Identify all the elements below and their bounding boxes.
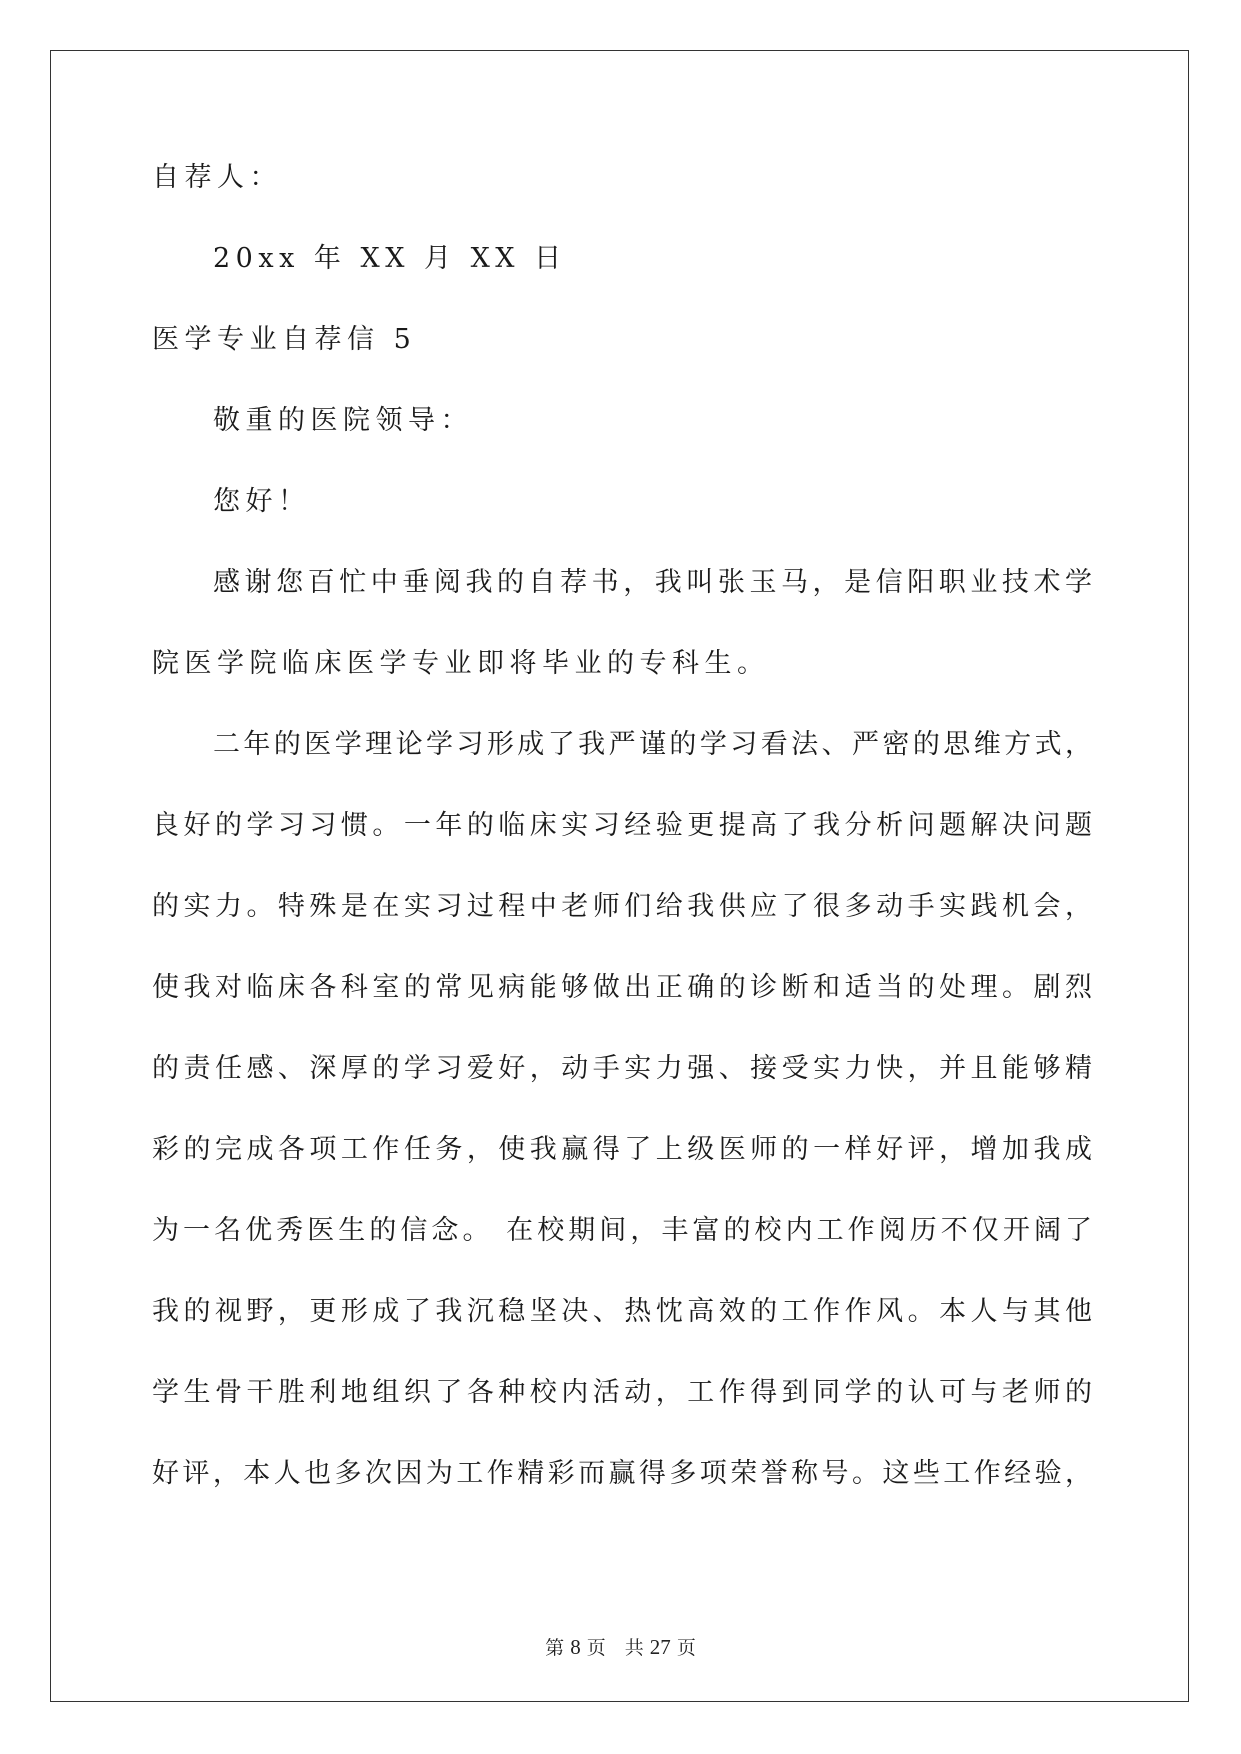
greeting: 您好！ [213,486,311,517]
section-title: 医学专业自荐信 5 [152,324,417,355]
page-footer [0,1633,1241,1660]
paragraph-line: 院医学院临床医学专业即将毕业的专科生。 [152,648,770,679]
page-mid: 页 共 [586,1637,644,1659]
paragraph-line: 好评，本人也多次因为工作精彩而赢得多项荣誉称号。这些工作经验， [152,1458,1092,1489]
paragraph-line: 的实力。特殊是在实习过程中老师们给我供应了很多动手实践机会， [152,891,1092,922]
document-body [152,160,1092,1537]
salutation: 敬重的医院领导： [213,405,473,436]
paragraph-line: 为一名优秀医生的信念。 在校期间，丰富的校内工作阅历不仅开阔了 [152,1215,1092,1246]
paragraph-line: 的责任感、深厚的学习爱好，动手实力强、接受实力快，并且能够精 [152,1053,1092,1084]
paragraph-line: 良好的学习习惯。一年的临床实习经验更提高了我分析问题解决问题 [152,810,1092,841]
signature-label: 自荐人： [152,162,282,193]
date-line: 20xx 年 XX 月 XX 日 [213,243,567,274]
page-suffix: 页 [676,1637,696,1659]
paragraph-line: 感谢您百忙中垂阅我的自荐书，我叫张玉马，是信阳职业技术学 [213,567,1092,598]
paragraph-line: 使我对临床各科室的常见病能够做出正确的诊断和适当的处理。剧烈 [152,972,1092,1003]
paragraph-line: 二年的医学理论学习形成了我严谨的学习看法、严密的思维方式， [213,729,1092,760]
paragraph-line: 学生骨干胜利地组织了各种校内活动，工作得到同学的认可与老师的 [152,1377,1092,1408]
page-total: 27 [649,1635,671,1659]
paragraph-line: 彩的完成各项工作任务，使我赢得了上级医师的一样好评，增加我成 [152,1134,1092,1165]
page-current: 8 [570,1635,581,1659]
page-prefix: 第 [545,1637,565,1659]
paragraph-line: 我的视野，更形成了我沉稳坚决、热忱高效的工作作风。本人与其他 [152,1296,1092,1327]
